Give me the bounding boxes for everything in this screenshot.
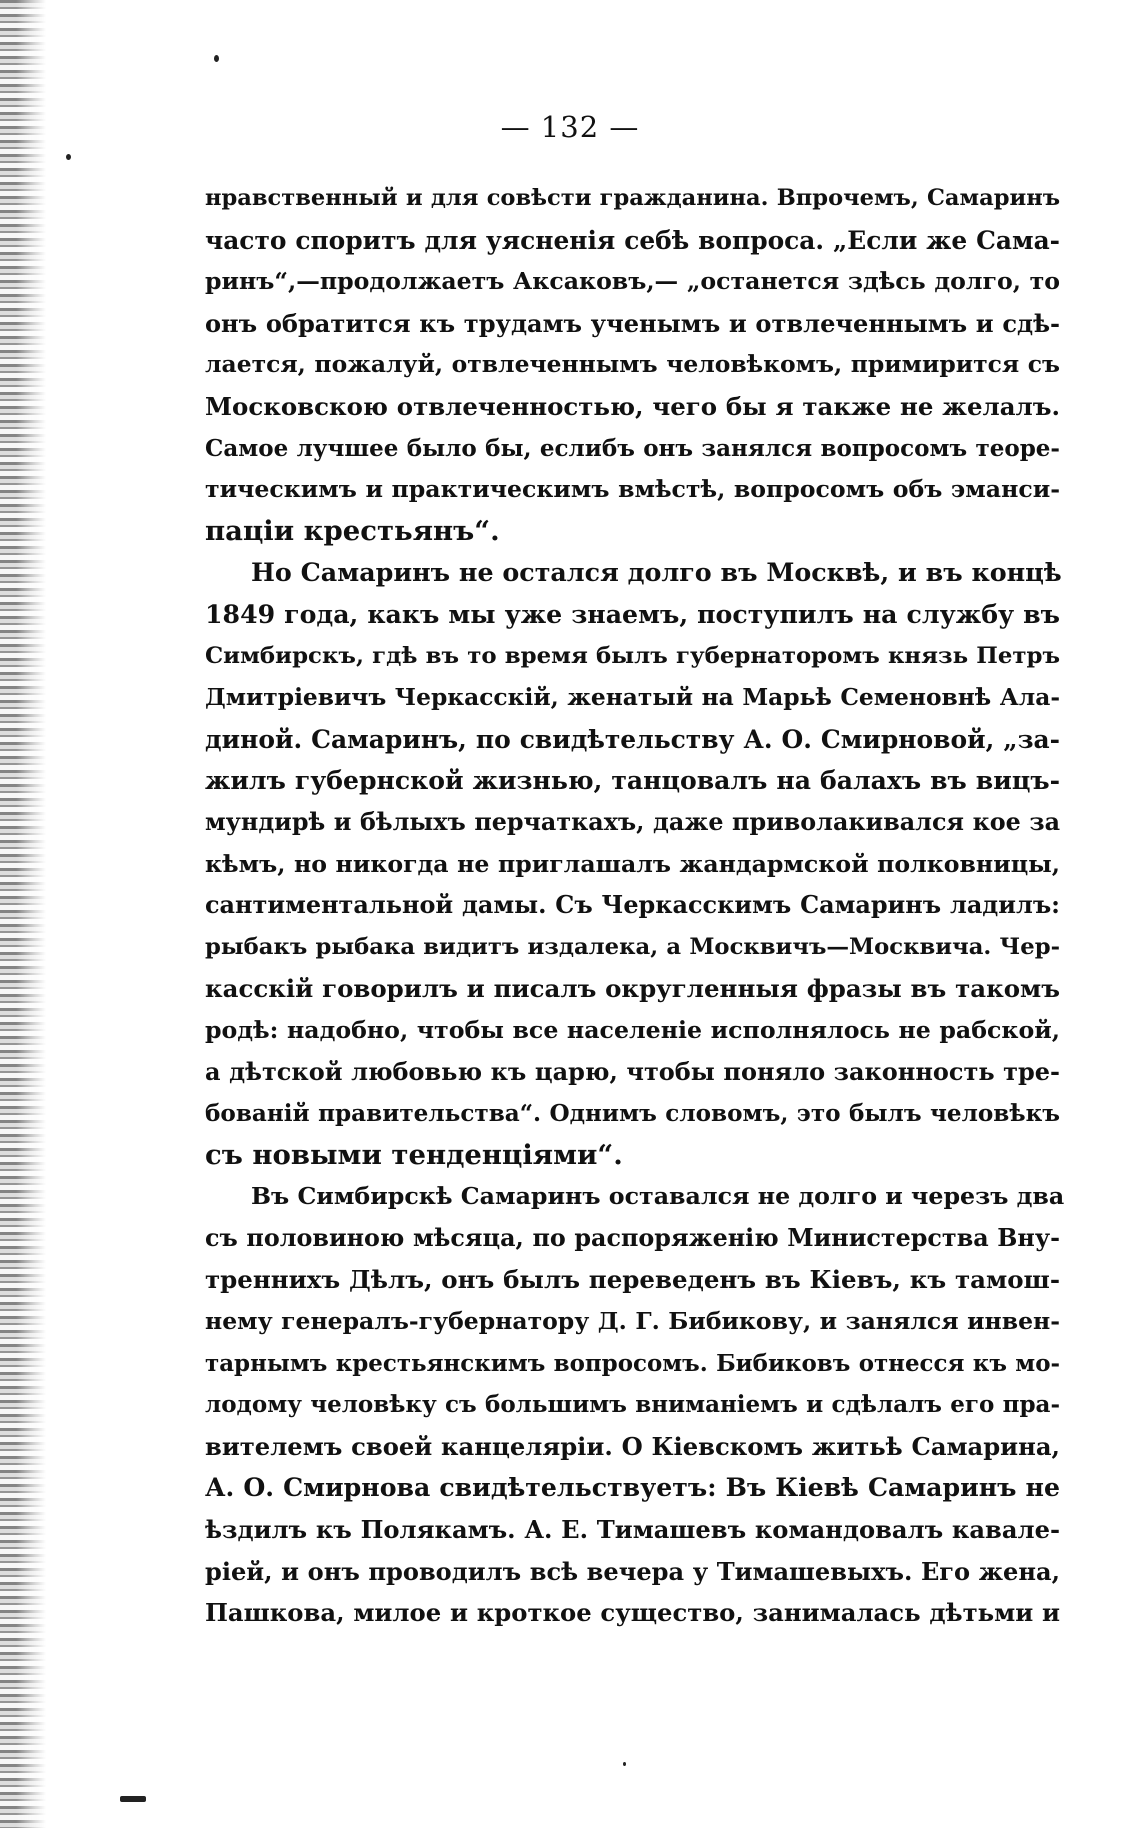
scanned-page-edge: [0, 0, 46, 1828]
text-line: Пашкова, милое и кроткое существо, занималась дѣтьми и: [205, 1598, 1060, 1628]
text-line: бованій правительства“. Однимъ словомъ, это былъ человѣкъ: [205, 1100, 1060, 1128]
text-line: диной. Самаринъ, по свидѣтельству А. О. Смирновой, „за-: [205, 724, 1060, 754]
text-line: онъ обратится къ трудамъ ученымъ и отвлеченнымъ и сдѣ-: [205, 308, 1060, 338]
text-line: Самое лучшее было бы, еслибъ онъ занялся вопросомъ теоре-: [205, 434, 1060, 462]
text-line: ѣздилъ къ Полякамъ. А. Е. Тимашевъ командовалъ кавале-: [205, 1515, 1060, 1544]
text-line: тарнымъ крестьянскимъ вопросомъ. Бибиковъ отнесся къ мо-: [205, 1349, 1060, 1377]
text-line: тическимъ и практическимъ вмѣстѣ, вопросомъ объ эманси-: [205, 475, 1060, 504]
text-line: часто споритъ для уясненія себѣ вопроса. „Если же Сама-: [205, 225, 1060, 255]
text-line: нравственный и для совѣсти гражданина. Впрочемъ, Самаринъ: [205, 185, 1060, 211]
text-line: Дмитріевичъ Черкасскій, женатый на Марьѣ Семеновнѣ Ала-: [205, 683, 1060, 712]
text-line: ріей, и онъ проводилъ всѣ вечера у Тимашевыхъ. Его жена,: [205, 1556, 1060, 1586]
page-number: — 132 —: [500, 110, 640, 144]
text-line: съ новыми тенденціями“.: [205, 1138, 623, 1171]
text-line: Симбирскъ, гдѣ въ то время былъ губернаторомъ князь Петръ: [205, 642, 1060, 669]
text-line: ринъ“,—продолжаетъ Аксаковъ,— „останется здѣсь долго, то: [205, 267, 1060, 296]
text-line: Московскою отвлеченностью, чего бы я также не желалъ.: [205, 391, 1060, 421]
text-line: а дѣтской любовью къ царю, чтобы поняло законность тре-: [205, 1057, 1060, 1087]
text-line: лается, пожалуй, отвлеченнымъ человѣкомъ, примирится съ: [205, 350, 1060, 379]
text-line: 1849 года, какъ мы уже знаемъ, поступилъ на службу въ: [205, 598, 1060, 629]
text-line: касскій говорилъ и писалъ округленныя фразы въ такомъ: [205, 974, 1060, 1004]
text-line: съ половиною мѣсяца, по распоряженію Министерства Вну-: [205, 1223, 1060, 1252]
scan-speck: [214, 55, 219, 62]
text-line: паціи крестьянъ“.: [205, 514, 500, 547]
text-line: Но Самаринъ не остался долго въ Москвѣ, и въ концѣ: [251, 557, 1062, 588]
scan-speck: [120, 1796, 146, 1802]
text-line: нему генералъ-губернатору Д. Г. Бибикову, и занялся инвен-: [205, 1307, 1060, 1336]
scan-speck: [623, 1762, 626, 1766]
text-line: мундирѣ и бѣлыхъ перчаткахъ, даже приволакивался кое за: [205, 807, 1060, 836]
text-line: родѣ: надобно, чтобы все населеніе исполнялось не рабской,: [205, 1015, 1060, 1044]
paragraph: [205, 552, 1060, 1176]
paragraph: [205, 1176, 1065, 1634]
scan-speck: [66, 154, 71, 160]
body-text: [205, 178, 1065, 1634]
text-line: Въ Симбирскѣ Самаринъ оставался не долго и черезъ два: [251, 1182, 1065, 1211]
text-line: вителемъ своей канцеляріи. О Кіевскомъ житьѣ Самарина,: [205, 1431, 1060, 1461]
text-line: жилъ губернской жизнью, танцовалъ на балахъ въ вицъ-: [205, 765, 1060, 796]
text-line: треннихъ Дѣлъ, онъ былъ переведенъ въ Кіевъ, къ тамош-: [205, 1265, 1060, 1295]
text-line: А. О. Смирнова свидѣтельствуетъ: Въ Кіевѣ Самаринъ не: [205, 1472, 1060, 1503]
text-line: кѣмъ, но никогда не приглашалъ жандармской полковницы,: [205, 849, 1060, 878]
paragraph: [205, 178, 1060, 552]
text-line: лодому человѣку съ большимъ вниманіемъ и сдѣлалъ его пра-: [205, 1391, 1060, 1419]
text-line: рыбакъ рыбака видитъ издалека, а Москвичъ—Москвича. Чер-: [205, 933, 1060, 960]
text-line: сантиментальной дамы. Съ Черкасскимъ Самаринъ ладилъ:: [205, 891, 1060, 920]
